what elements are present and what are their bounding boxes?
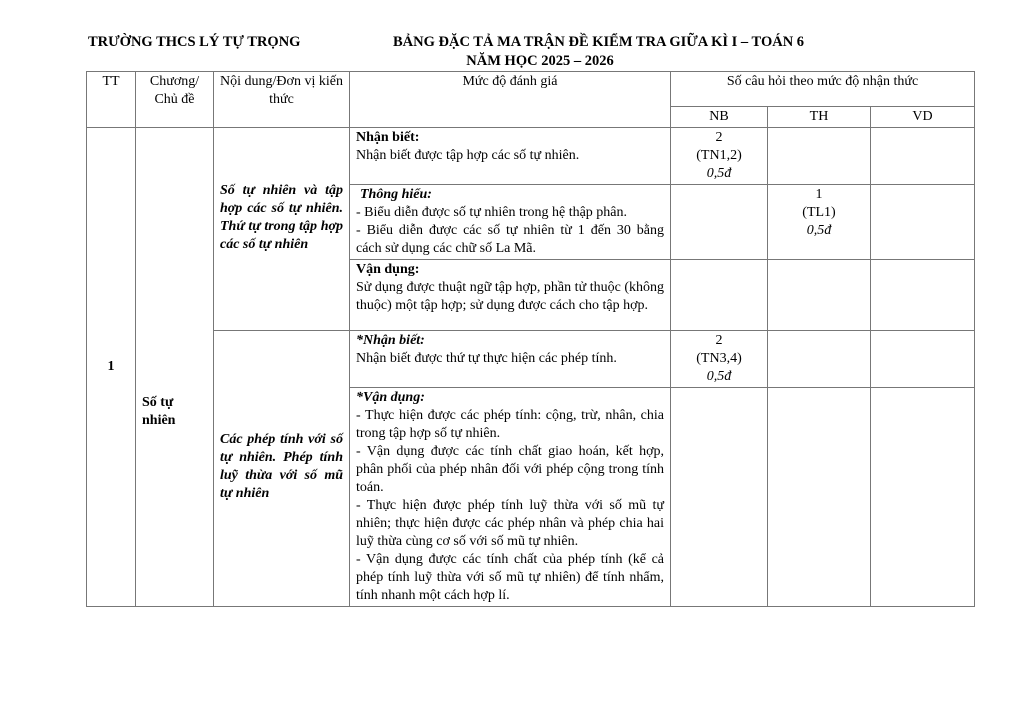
school-name: TRƯỜNG THCS LÝ TỰ TRỌNG [88, 34, 301, 50]
th-cell [768, 185, 871, 260]
header-th: TH [768, 107, 871, 128]
spec-matrix-table [86, 71, 975, 607]
header-chapter: Chương/ Chủ đề [136, 72, 214, 128]
topic-cell: Các phép tính với số tự nhiên. Phép tính luỹ thừa với số mũ tự nhiên [214, 331, 350, 607]
level-text: - Biểu diễn được các số tự nhiên từ 1 đến 30 bằng cách sử dụng các chữ số La Mã. [356, 223, 664, 256]
question-points: 0,5đ [706, 369, 732, 384]
question-points: 0,5đ [706, 166, 732, 181]
level-cell [350, 331, 671, 388]
level-cell [350, 260, 671, 331]
school-year: NĂM HỌC 2025 – 2026 [466, 53, 614, 69]
question-ids: (TN3,4) [696, 351, 742, 366]
header-content: Nội dung/Đơn vị kiến thức [214, 72, 350, 128]
level-cell [350, 388, 671, 607]
vd-cell [871, 128, 975, 185]
header-vd: VD [871, 107, 975, 128]
nb-cell [671, 185, 768, 260]
level-cell [350, 185, 671, 260]
question-count: 2 [715, 130, 723, 145]
th-cell [768, 128, 871, 185]
nb-cell [671, 260, 768, 331]
topic-cell: Số tự nhiên và tập hợp các số tự nhiên. Thứ tự trong tập hợp các số tự nhiên [214, 128, 350, 331]
level-label: Nhận biết: [356, 130, 420, 145]
document-title: BẢNG ĐẶC TẢ MA TRẬN ĐỀ KIỂM TRA GIỮA KÌ I – TOÁN 6 [393, 34, 805, 50]
level-text: - Biểu diễn được số tự nhiên trong hệ thập phân. [356, 205, 628, 220]
level-cell [350, 128, 671, 185]
level-text: - Thực hiện được phép tính luỹ thừa với số mũ tự nhiên; thực hiện được các phép nhân và phép chia hai luỹ thừa cùng cơ số với số mũ tự nhiên. [356, 498, 664, 549]
table-row [87, 331, 975, 388]
header-tt: TT [87, 72, 136, 128]
header-nb: NB [671, 107, 768, 128]
level-text: Sử dụng được thuật ngữ tập hợp, phần tử thuộc (không thuộc) một tập hợp; sử dụng được cách cho tập hợp. [356, 280, 664, 313]
tt-cell: 1 [87, 128, 136, 607]
level-text: Nhận biết được thứ tự thực hiện các phép tính. [356, 351, 617, 366]
level-label: *Nhận biết: [356, 333, 425, 348]
chapter-cell: Số tự nhiên [136, 128, 214, 607]
question-count: 1 [815, 187, 823, 202]
vd-cell [871, 331, 975, 388]
header-count: Số câu hỏi theo mức độ nhận thức [671, 72, 975, 107]
vd-cell [871, 388, 975, 607]
level-label: Thông hiểu: [360, 187, 432, 202]
level-label: *Vận dụng: [356, 390, 425, 405]
nb-cell [671, 128, 768, 185]
level-text: - Vận dụng được các tính chất giao hoán, kết hợp, phân phối của phép nhân đối với phép cộng trong tính toán. [356, 444, 664, 495]
th-cell [768, 331, 871, 388]
vd-cell [871, 185, 975, 260]
nb-cell [671, 331, 768, 388]
vd-cell [871, 260, 975, 331]
level-label: Vận dụng: [356, 262, 420, 277]
level-text: - Vận dụng được các tính chất của phép tính (kể cả phép tính luỹ thừa với số mũ tự nhiên) để tính nhẩm, tính nhanh một cách hợp lí. [356, 552, 664, 603]
question-count: 2 [715, 333, 723, 348]
header-level: Mức độ đánh giá [350, 72, 671, 128]
th-cell [768, 388, 871, 607]
level-text: Nhận biết được tập hợp các số tự nhiên. [356, 148, 580, 163]
question-ids: (TN1,2) [696, 148, 742, 163]
level-text: - Thực hiện được các phép tính: cộng, trừ, nhân, chia trong tập hợp số tự nhiên. [356, 408, 664, 441]
header-row [87, 72, 975, 107]
question-points: 0,5đ [806, 223, 832, 238]
table-row [87, 128, 975, 185]
question-ids: (TL1) [802, 205, 836, 220]
nb-cell [671, 388, 768, 607]
th-cell [768, 260, 871, 331]
